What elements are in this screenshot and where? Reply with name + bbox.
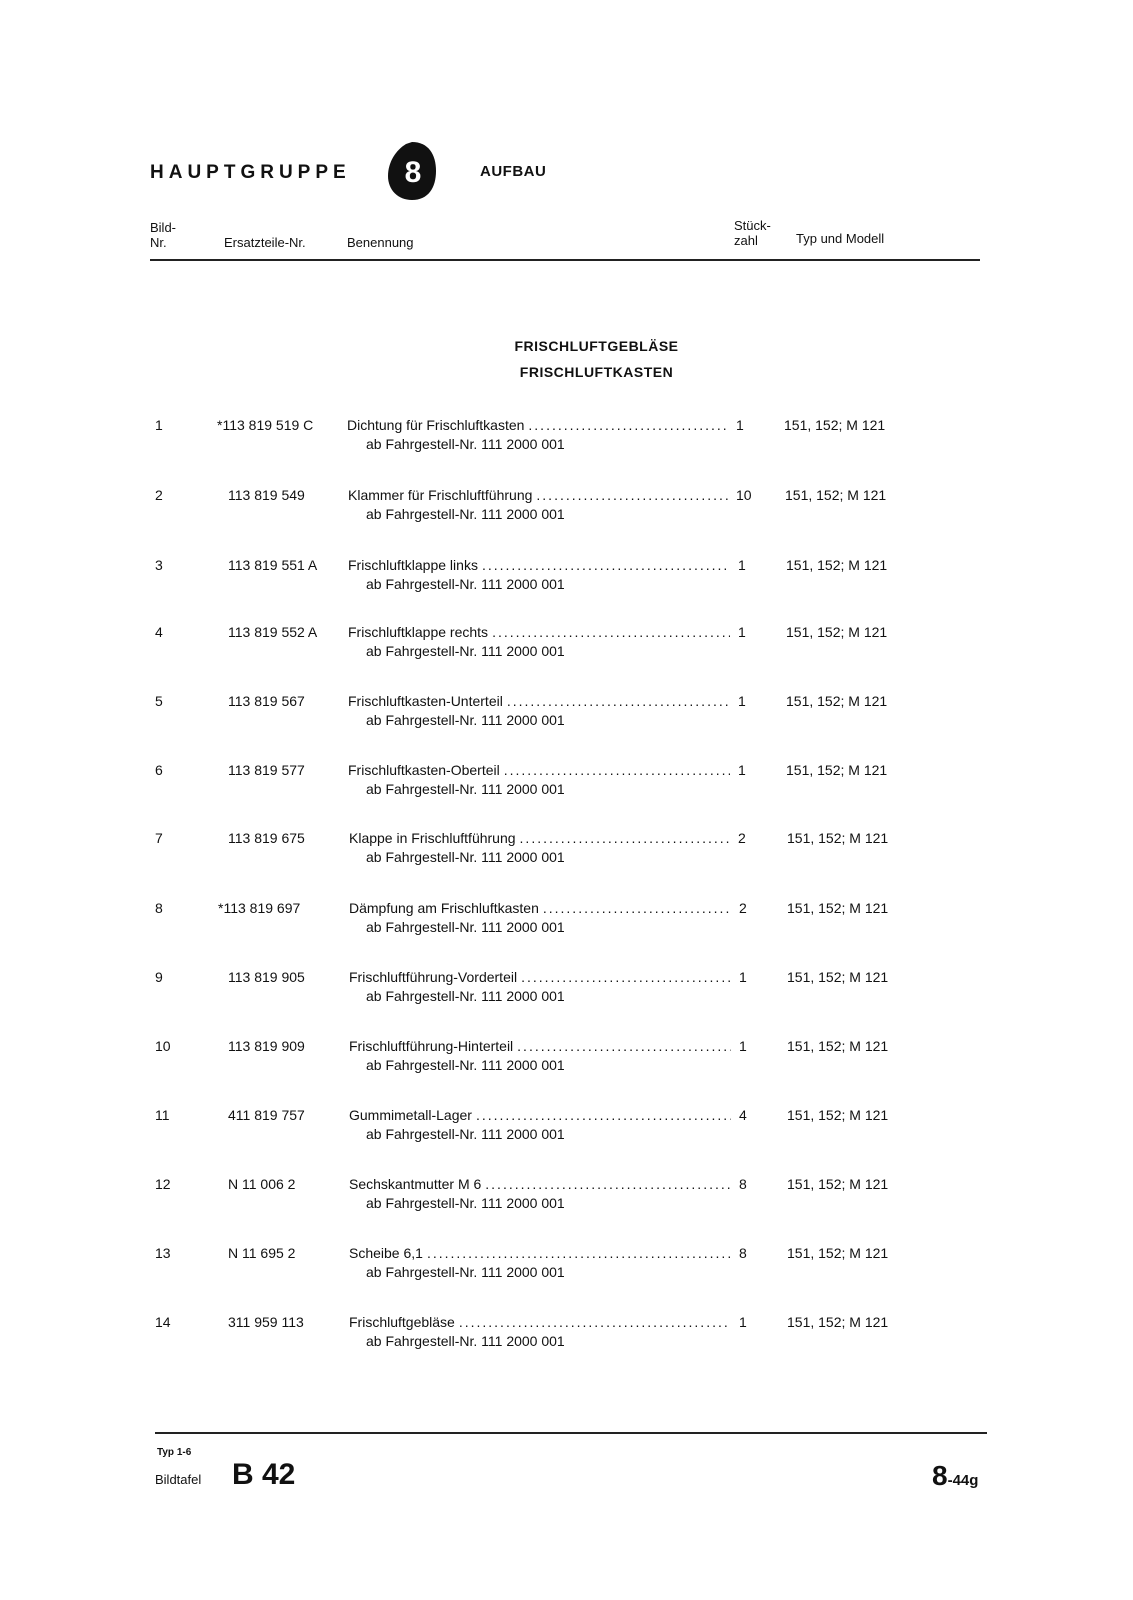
row-quantity: 10: [736, 487, 752, 503]
row-part-number: 113 819 909: [228, 1038, 305, 1054]
row-name: Gummimetall-Lager: [349, 1107, 472, 1123]
row-bild-nr: 12: [155, 1176, 171, 1192]
row-name: Klammer für Frischluftführung: [348, 487, 533, 503]
row-bild-nr: 13: [155, 1245, 171, 1261]
row-quantity: 1: [738, 557, 746, 573]
row-leader-dots: [492, 623, 730, 641]
row-subtext: ab Fahrgestell-Nr. 111 2000 001: [366, 988, 565, 1004]
col-stueckzahl-line1: Stück-: [734, 218, 771, 233]
row-subtext: ab Fahrgestell-Nr. 111 2000 001: [366, 1195, 565, 1211]
row-description: [349, 1313, 731, 1331]
row-model: 151, 152; M 121: [786, 624, 888, 640]
col-stueckzahl-line2: zahl: [734, 233, 758, 248]
header-rule: [150, 259, 980, 261]
row-model: 151, 152; M 121: [787, 830, 889, 846]
row-leader-dots: [427, 1244, 731, 1262]
row-name: Scheibe 6,1: [349, 1245, 423, 1261]
row-part-number: 113 819 551 A: [228, 557, 318, 573]
row-subtext: ab Fahrgestell-Nr. 111 2000 001: [366, 712, 565, 728]
row-subtext: ab Fahrgestell-Nr. 111 2000 001: [366, 849, 565, 865]
row-model: 151, 152; M 121: [787, 1314, 889, 1330]
row-subtext: ab Fahrgestell-Nr. 111 2000 001: [366, 576, 565, 592]
row-leader-dots: [543, 899, 731, 917]
row-name: Dämpfung am Frischluftkasten: [349, 900, 539, 916]
col-stueckzahl: [734, 218, 771, 248]
row-description: [348, 623, 730, 641]
row-description: [349, 968, 731, 986]
row-leader-dots: [507, 692, 730, 710]
col-benennung: Benennung: [347, 235, 414, 250]
row-part-number: 113 819 567: [228, 693, 305, 709]
row-bild-nr: 2: [155, 487, 163, 503]
row-subtext: ab Fahrgestell-Nr. 111 2000 001: [366, 1264, 565, 1280]
row-subtext: ab Fahrgestell-Nr. 111 2000 001: [366, 1126, 565, 1142]
col-ersatzteile: Ersatzteile-Nr.: [224, 235, 306, 250]
row-description: [347, 416, 729, 434]
col-bild-nr-line2: Nr.: [150, 235, 167, 250]
group-label: HAUPTGRUPPE: [150, 162, 351, 183]
row-name: Frischluftführung-Vorderteil: [349, 969, 518, 985]
section-title-1: FRISCHLUFTGEBLÄSE: [514, 338, 679, 354]
row-leader-dots: [485, 1175, 731, 1193]
row-description: [348, 761, 730, 779]
bildtafel-number: B 42: [232, 1458, 296, 1491]
row-subtext: ab Fahrgestell-Nr. 111 2000 001: [366, 436, 565, 452]
row-leader-dots: [520, 829, 731, 847]
row-quantity: 8: [739, 1245, 747, 1261]
row-quantity: 1: [739, 1038, 747, 1054]
row-description: [349, 1106, 731, 1124]
row-model: 151, 152; M 121: [787, 1038, 889, 1054]
row-name: Dichtung für Frischluftkasten: [347, 417, 525, 433]
row-quantity: 1: [739, 1314, 747, 1330]
row-model: 151, 152; M 121: [786, 762, 888, 778]
row-quantity: 2: [738, 830, 746, 846]
page-number-suffix: -44g: [947, 1472, 979, 1489]
row-bild-nr: 14: [155, 1314, 171, 1330]
row-quantity: 8: [739, 1176, 747, 1192]
col-typ-modell: Typ und Modell: [796, 231, 885, 246]
group-number-badge: [386, 140, 438, 202]
row-part-number: 113 819 905: [228, 969, 305, 985]
row-model: 151, 152; M 121: [785, 487, 887, 503]
row-part-number: 311 959 113: [228, 1314, 304, 1330]
col-bild-nr-line1: Bild-: [150, 220, 177, 235]
row-bild-nr: 8: [155, 900, 163, 916]
row-part-number: *113 819 519 C: [217, 417, 314, 433]
row-subtext: ab Fahrgestell-Nr. 111 2000 001: [366, 781, 565, 797]
row-leader-dots: [504, 761, 730, 779]
row-part-number: *113 819 697: [218, 900, 301, 916]
row-subtext: ab Fahrgestell-Nr. 111 2000 001: [366, 506, 565, 522]
row-description: [349, 829, 731, 847]
row-description: [349, 899, 731, 917]
row-part-number: 113 819 552 A: [228, 624, 318, 640]
footer-rule: [155, 1432, 987, 1434]
row-description: [349, 1175, 731, 1193]
row-model: 151, 152; M 121: [787, 900, 889, 916]
row-leader-dots: [528, 416, 729, 434]
bildtafel-label: Bildtafel: [155, 1472, 202, 1487]
row-model: 151, 152; M 121: [787, 1245, 889, 1261]
row-quantity: 1: [738, 624, 746, 640]
row-description: [348, 556, 730, 574]
row-name: Frischluftklappe rechts: [348, 624, 489, 640]
row-model: 151, 152; M 121: [787, 969, 889, 985]
row-model: 151, 152; M 121: [786, 693, 888, 709]
page-number-main: 8: [932, 1460, 948, 1491]
row-name: Klappe in Frischluftführung: [349, 830, 516, 846]
section-label: AUFBAU: [480, 163, 547, 180]
row-name: Sechskantmutter M 6: [349, 1176, 482, 1192]
row-subtext: ab Fahrgestell-Nr. 111 2000 001: [366, 919, 565, 935]
row-leader-dots: [482, 556, 730, 574]
page-number: [932, 1460, 978, 1492]
row-bild-nr: 7: [155, 830, 163, 846]
row-name: Frischluftgebläse: [349, 1314, 455, 1330]
row-description: [348, 486, 730, 504]
col-bild-nr: [150, 220, 176, 250]
row-part-number: N 11 695 2: [228, 1245, 296, 1261]
row-leader-dots: [521, 968, 731, 986]
row-quantity: 1: [738, 693, 746, 709]
row-subtext: ab Fahrgestell-Nr. 111 2000 001: [366, 1057, 565, 1073]
row-bild-nr: 5: [155, 693, 163, 709]
row-description: [349, 1037, 731, 1055]
row-leader-dots: [476, 1106, 731, 1124]
row-model: 151, 152; M 121: [787, 1176, 889, 1192]
row-bild-nr: 10: [155, 1038, 171, 1054]
row-quantity: 2: [739, 900, 747, 916]
row-name: Frischluftklappe links: [348, 557, 478, 573]
row-leader-dots: [536, 486, 730, 504]
row-description: [349, 1244, 731, 1262]
row-subtext: ab Fahrgestell-Nr. 111 2000 001: [366, 643, 565, 659]
row-part-number: 411 819 757: [228, 1107, 305, 1123]
row-quantity: 4: [739, 1107, 747, 1123]
row-bild-nr: 4: [155, 624, 163, 640]
row-part-number: 113 819 675: [228, 830, 305, 846]
row-bild-nr: 1: [155, 417, 163, 433]
typ-label: Typ 1-6: [157, 1447, 192, 1458]
row-leader-dots: [459, 1313, 731, 1331]
row-quantity: 1: [739, 969, 747, 985]
row-quantity: 1: [738, 762, 746, 778]
row-bild-nr: 9: [155, 969, 163, 985]
row-model: 151, 152; M 121: [786, 557, 888, 573]
section-title-2: FRISCHLUFTKASTEN: [519, 364, 674, 380]
row-model: 151, 152; M 121: [787, 1107, 889, 1123]
row-part-number: 113 819 549: [228, 487, 305, 503]
row-name: Frischluftkasten-Oberteil: [348, 762, 500, 778]
row-part-number: N 11 006 2: [228, 1176, 296, 1192]
row-subtext: ab Fahrgestell-Nr. 111 2000 001: [366, 1333, 565, 1349]
row-part-number: 113 819 577: [228, 762, 305, 778]
row-bild-nr: 11: [155, 1107, 170, 1123]
group-number: 8: [404, 156, 422, 189]
row-bild-nr: 6: [155, 762, 163, 778]
row-name: Frischluftführung-Hinterteil: [349, 1038, 514, 1054]
row-description: [348, 692, 730, 710]
row-leader-dots: [517, 1037, 731, 1055]
row-model: 151, 152; M 121: [784, 417, 886, 433]
row-quantity: 1: [736, 417, 744, 433]
row-name: Frischluftkasten-Unterteil: [348, 693, 503, 709]
row-bild-nr: 3: [155, 557, 163, 573]
